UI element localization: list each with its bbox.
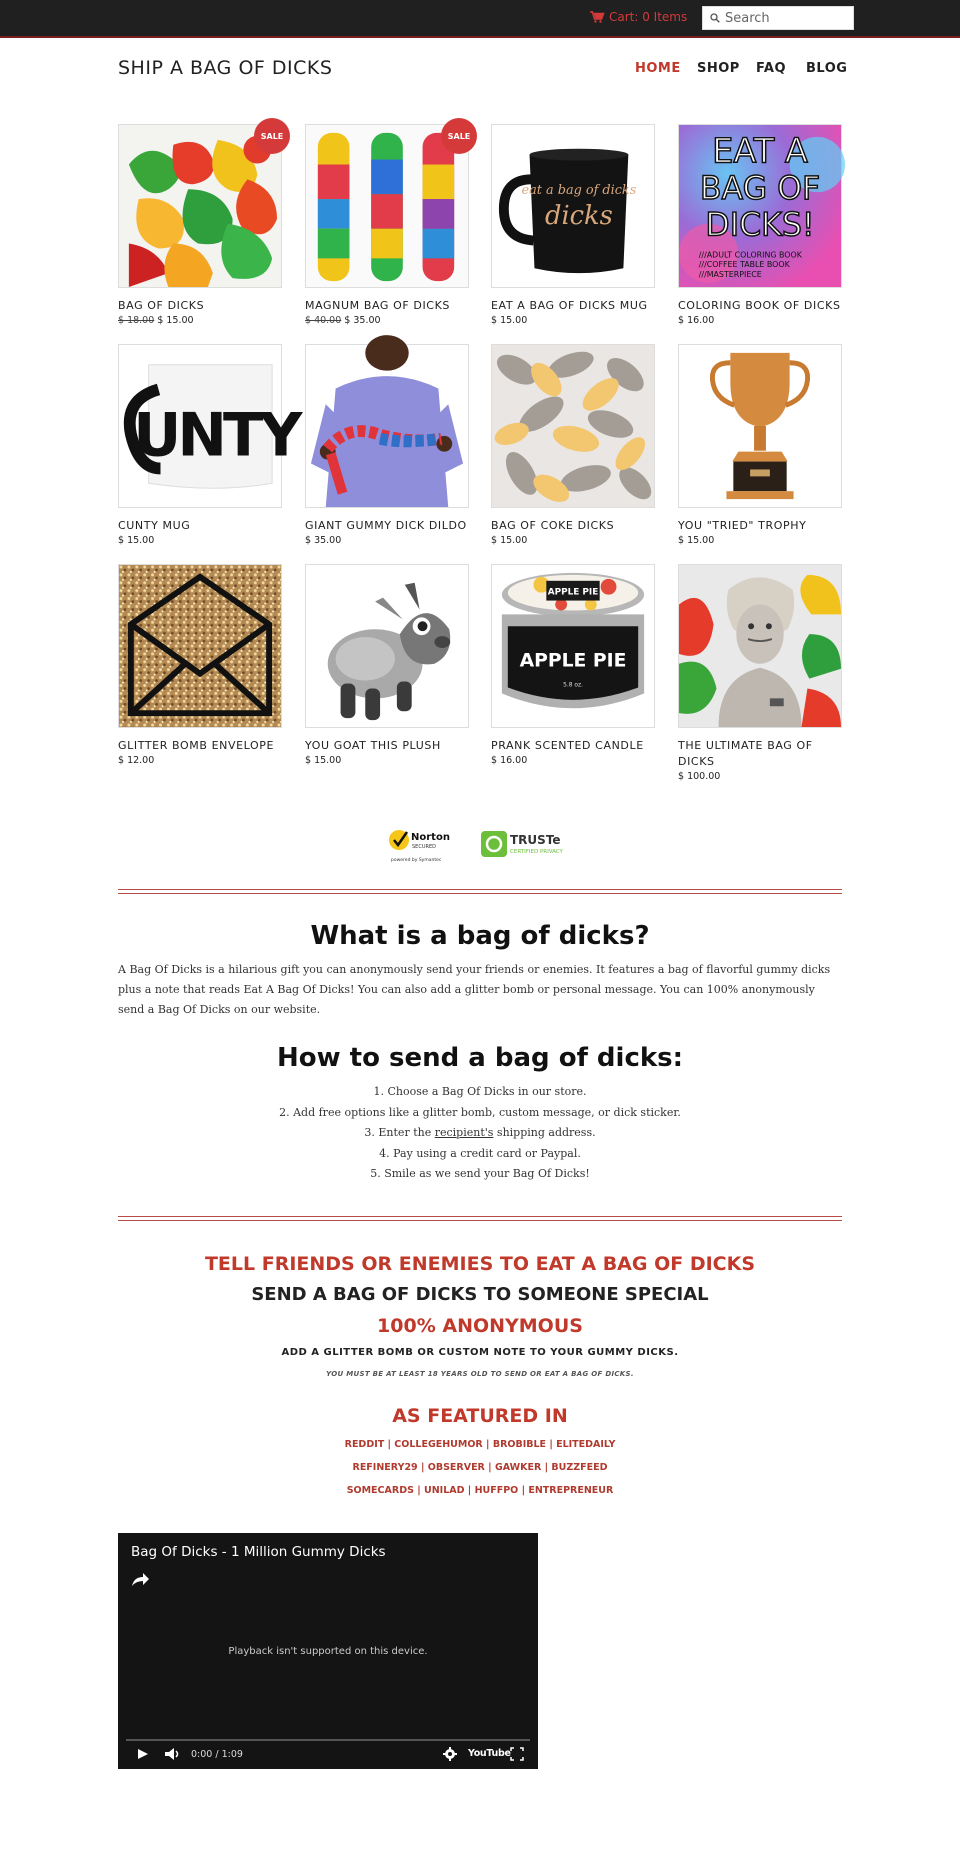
product-image-gummy-bag[interactable] <box>118 124 282 288</box>
product-image-cunty-mug[interactable] <box>118 344 299 508</box>
step-3 <box>118 1123 842 1144</box>
product-price: $ 35.00 <box>305 535 342 546</box>
nav-blog-label[interactable]: BLOG <box>806 61 848 76</box>
product-image-glitter-envelope[interactable] <box>118 564 282 728</box>
product-image-candle[interactable] <box>491 564 655 728</box>
nav-faq[interactable] <box>756 61 786 76</box>
play-icon[interactable] <box>136 1744 150 1764</box>
norton-sub: SECURED <box>412 844 436 850</box>
norton-by: powered by Symantec <box>391 858 442 863</box>
book-line-3: DICKS! <box>705 207 815 244</box>
sale-price: $ 15.00 <box>157 315 194 326</box>
product-card[interactable] <box>305 564 469 766</box>
product-image-coloring-book[interactable] <box>678 124 842 288</box>
book-note-1: ///ADULT COLORING BOOK <box>698 250 802 260</box>
volume-icon[interactable] <box>163 1744 181 1764</box>
featured-row-2: REFINERY29 | OBSERVER | GAWKER | BUZZFEED <box>352 1462 608 1473</box>
book-note-3: ///MASTERPIECE <box>698 270 762 280</box>
step-5: 5. Smile as we send your Bag Of Dicks! <box>370 1167 590 1180</box>
norton-secured-badge <box>387 826 455 864</box>
nav-home[interactable] <box>635 61 681 76</box>
howto-steps <box>118 1082 842 1185</box>
cart-label: Cart: 0 Items <box>609 10 688 24</box>
product-name[interactable]: YOU GOAT THIS PLUSH <box>305 739 441 752</box>
product-price <box>118 315 282 326</box>
product-price: $ 15.00 <box>678 535 715 546</box>
norton-text: Norton <box>411 832 450 843</box>
product-price: $ 15.00 <box>491 315 528 326</box>
product-name[interactable]: GIANT GUMMY DICK DILDO <box>305 519 467 532</box>
promo-line-1: TELL FRIENDS OR ENEMIES TO EAT A BAG OF DICKS <box>204 1253 756 1275</box>
about-text: A Bag Of Dicks is a hilarious gift you can anonymously send your friends or enemies. It features a bag of flavorful gummy dicks plus a note that reads Eat A Bag Of Dicks! You can also add a glitter bomb or personal message. You can 100% anonymously send a Bag Of Dicks on our website. <box>118 963 831 1016</box>
mug-text: eat a bag of dicks <box>521 183 637 199</box>
featured-row-1: REDDIT | COLLEGEHUMOR | BROBIBLE | ELITEDAILY <box>344 1439 616 1450</box>
settings-gear-icon[interactable] <box>442 1744 458 1764</box>
product-image-mug[interactable] <box>491 124 655 288</box>
product-name[interactable]: GLITTER BOMB ENVELOPE <box>118 739 275 752</box>
fullscreen-icon[interactable] <box>510 1744 524 1764</box>
product-name[interactable]: THE ULTIMATE BAG OF DICKS <box>678 739 813 768</box>
product-card[interactable] <box>678 344 842 546</box>
product-image-ultimate-bag[interactable] <box>678 564 842 728</box>
sale-badge: SALE <box>254 118 290 154</box>
promo-line-3: 100% ANONYMOUS <box>377 1315 583 1337</box>
video-time: 0:00 / 1:09 <box>191 1749 243 1760</box>
product-image-trophy[interactable] <box>678 344 842 508</box>
cart-link[interactable] <box>590 10 687 24</box>
product-card[interactable] <box>118 344 299 546</box>
promo-line-4: ADD A GLITTER BOMB OR CUSTOM NOTE TO YOUR GUMMY DICKS. <box>281 1347 679 1358</box>
product-card[interactable] <box>491 344 655 546</box>
sale-badge: SALE <box>441 118 477 154</box>
promo-line-2: SEND A BAG OF DICKS TO SOMEONE SPECIAL <box>251 1284 709 1305</box>
step-3-start: 3. Enter the <box>364 1126 432 1139</box>
share-icon[interactable] <box>130 1571 150 1589</box>
youtube-logo[interactable]: YouTube <box>468 1748 511 1759</box>
product-price: $ 100.00 <box>678 771 721 782</box>
video-player[interactable] <box>118 1533 538 1769</box>
product-price <box>305 315 469 326</box>
product-price: $ 15.00 <box>491 535 528 546</box>
product-name[interactable]: YOU "TRIED" TROPHY <box>678 519 807 532</box>
search-box[interactable] <box>702 6 854 30</box>
section-divider <box>118 1216 842 1221</box>
product-name[interactable]: BAG OF COKE DICKS <box>491 519 615 532</box>
step-3-link[interactable]: recipient's <box>434 1126 494 1139</box>
product-price: $ 15.00 <box>118 535 155 546</box>
old-price: $ 18.00 <box>118 315 155 326</box>
truste-badge <box>481 829 577 859</box>
book-line-1: EAT A <box>712 131 808 171</box>
sale-price: $ 35.00 <box>344 315 381 326</box>
step-1: 1. Choose a Bag Of Dicks in our store. <box>373 1085 587 1098</box>
product-image-coke-gummies[interactable] <box>491 344 655 508</box>
nav-blog[interactable] <box>806 61 847 76</box>
product-card[interactable] <box>118 564 282 766</box>
product-image-gummy-dildo[interactable] <box>305 344 469 508</box>
truste-sub: CERTIFIED PRIVACY <box>510 849 563 855</box>
search-input[interactable] <box>725 11 845 26</box>
product-image-goat-plush[interactable] <box>305 564 469 728</box>
nav-shop-label[interactable]: SHOP <box>697 61 740 76</box>
truste-text: TRUSTe <box>510 833 561 847</box>
site-logo[interactable]: SHIP A BAG OF DICKS <box>118 57 333 79</box>
product-card[interactable] <box>305 124 469 326</box>
nav-home-label[interactable]: HOME <box>635 61 681 76</box>
product-card[interactable] <box>118 124 282 326</box>
candle-lid-text: APPLE PIE <box>547 587 599 598</box>
candle-label-text: APPLE PIE <box>519 650 627 672</box>
search-icon <box>710 13 720 23</box>
video-progress-bar[interactable] <box>126 1739 530 1741</box>
old-price: $ 40.00 <box>305 315 342 326</box>
product-name[interactable]: CUNTY MUG <box>118 519 191 532</box>
product-price: $ 15.00 <box>305 755 342 766</box>
section-divider <box>118 889 842 894</box>
nav-faq-label[interactable]: FAQ <box>756 61 787 76</box>
product-price: $ 12.00 <box>118 755 155 766</box>
product-card[interactable] <box>678 564 842 782</box>
product-name[interactable]: EAT A BAG OF DICKS MUG <box>491 299 648 312</box>
featured-heading: AS FEATURED IN <box>392 1405 568 1427</box>
svg-text:dicks: dicks <box>545 200 613 231</box>
step-2: 2. Add free options like a glitter bomb, custom message, or dick sticker. <box>279 1105 681 1119</box>
book-note-2: ///COFFEE TABLE BOOK <box>698 260 790 270</box>
nav-shop[interactable] <box>697 61 740 76</box>
product-card[interactable] <box>678 124 842 326</box>
about-heading: What is a bag of dicks? <box>310 921 650 951</box>
top-bar <box>0 0 960 38</box>
video-title[interactable]: Bag Of Dicks - 1 Million Gummy Dicks <box>131 1544 386 1560</box>
book-line-2: BAG OF <box>699 171 821 208</box>
candle-weight-text: 5.8 oz. <box>563 682 583 689</box>
product-card[interactable] <box>305 344 469 546</box>
promo-line-5: YOU MUST BE AT LEAST 18 YEARS OLD TO SEND OR EAT A BAG OF DICKS. <box>326 1370 634 1378</box>
product-price: $ 16.00 <box>678 315 715 326</box>
featured-row-3: SOMECARDS | UNILAD | HUFFPO | ENTREPRENEUR <box>346 1485 614 1496</box>
product-image-magnum[interactable] <box>305 124 469 288</box>
product-name[interactable]: COLORING BOOK OF DICKS <box>678 299 841 312</box>
step-4: 4. Pay using a credit card or Paypal. <box>379 1146 581 1160</box>
playback-message: Playback isn't supported on this device. <box>228 1646 428 1657</box>
product-price: $ 16.00 <box>491 755 528 766</box>
product-name[interactable]: MAGNUM BAG OF DICKS <box>305 299 450 312</box>
howto-heading: How to send a bag of dicks: <box>276 1043 684 1073</box>
product-name[interactable]: PRANK SCENTED CANDLE <box>491 739 644 752</box>
step-3-end: shipping address. <box>496 1126 596 1139</box>
product-card[interactable] <box>491 564 655 766</box>
cunty-text: UNTY <box>133 400 299 470</box>
product-name[interactable]: BAG OF DICKS <box>118 299 205 312</box>
product-card[interactable] <box>491 124 655 326</box>
cart-icon <box>590 11 604 23</box>
